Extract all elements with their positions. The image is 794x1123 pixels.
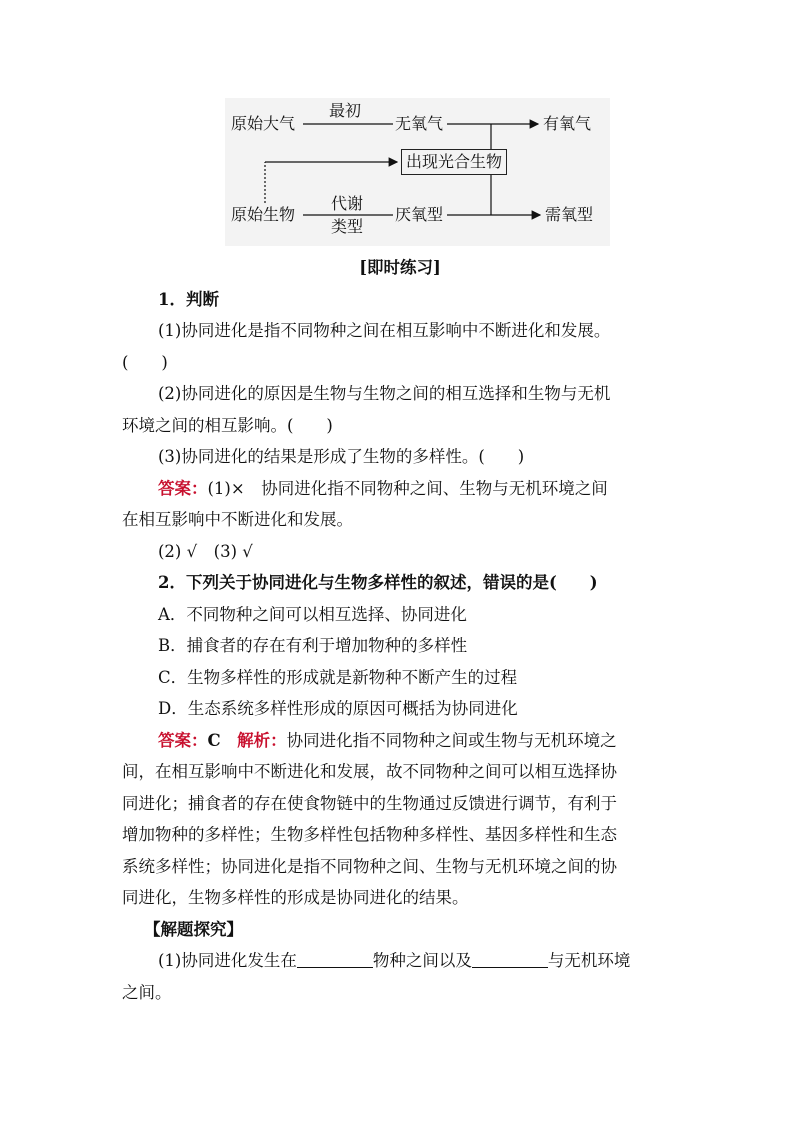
answer-2-line-5: 系统多样性；协同进化是指不同物种之间、生物与无机环境之间的协 (122, 856, 617, 876)
question-2-title: 2．下列关于协同进化与生物多样性的叙述，错误的是( ) (158, 573, 598, 592)
question-2-option-b: B．捕食者的存在有利于增加物种的多样性 (158, 636, 468, 655)
diagram-center-box: 出现光合生物 (401, 149, 507, 175)
diagram-atmo-arrow-label: 最初 (329, 101, 362, 120)
diagram-bio-start: 原始生物 (231, 205, 296, 224)
answer-2-line-4: 增加物种的多样性；生物多样性包括物种多样性、基因多样性和生态 (122, 825, 617, 844)
diagram-atmo-end: 有氧气 (543, 114, 592, 133)
diagram-atmo-start: 原始大气 (231, 114, 296, 133)
document-body (122, 252, 678, 1008)
fill-in-line-1 (122, 945, 678, 977)
answer-2-line-1-text: 协同进化指不同物种之间或生物与无机环境之 (286, 730, 617, 750)
question-1-item-3: (3)协同进化的结果是形成了生物的多样性。( ) (158, 447, 525, 466)
fill-in-blank-1[interactable] (297, 949, 373, 968)
fill-in-blank-2[interactable] (472, 949, 548, 968)
answer-2-line-6: 同进化，生物多样性的形成是协同进化的结果。 (122, 888, 469, 907)
answer-1-line-1-text: (1)× 协同进化指不同物种之间、生物与无机环境之间 (207, 478, 608, 498)
question-1-item-2-line-2: 环境之间的相互影响。( ) (122, 415, 333, 435)
answer-2-analysis-label: 解析： (237, 730, 287, 750)
answer-1-line-3: (2) √ (3) √ (158, 541, 253, 561)
diagram-atmo-mid: 无氧气 (395, 114, 444, 133)
answer-2-choice: C (207, 730, 238, 750)
fill-in-text-1: (1)协同进化发生在 (158, 951, 297, 970)
question-2-option-c: C．生物多样性的形成就是新物种不断产生的过程 (158, 667, 518, 687)
diagram-bio-label-2: 类型 (331, 217, 364, 236)
answer-1-line-1 (122, 473, 678, 505)
fill-in-text-3: 与无机环境 (547, 951, 631, 970)
fill-in-text-2: 物种之间以及 (372, 951, 472, 970)
diagram (225, 98, 610, 246)
section-title: [即时练习] (359, 258, 441, 277)
answer-2-line-1 (122, 725, 678, 757)
answer-2-label: 答案： (158, 730, 208, 750)
answer-2-line-2: 间，在相互影响中不断进化和发展，故不同物种之间可以相互选择协 (122, 762, 617, 781)
diagram-bio-label-1: 代谢 (331, 194, 364, 213)
question-2-option-a: A．不同物种之间可以相互选择、协同进化 (158, 604, 467, 624)
question-1-item-1-line-2: ( ) (122, 352, 168, 372)
explore-title: 【解题探究】 (144, 919, 243, 939)
question-1-item-1-line-1: (1)协同进化是指不同物种之间在相互影响中不断进化和发展。 (158, 321, 611, 340)
question-1-title: 1．判断 (158, 289, 219, 309)
answer-2-line-3: 同进化；捕食者的存在使食物链中的生物通过反馈进行调节，有利于 (122, 793, 617, 813)
question-2-option-d: D．生态系统多样性形成的原因可概括为协同进化 (158, 699, 518, 718)
question-1-item-2-line-1: (2)协同进化的原因是生物与生物之间的相互选择和生物与无机 (158, 384, 611, 403)
diagram-bio-mid: 厌氧型 (395, 205, 444, 224)
fill-in-line-2: 之间。 (122, 982, 172, 1002)
answer-1-label: 答案： (158, 478, 208, 498)
answer-1-line-2: 在相互影响中不断进化和发展。 (122, 510, 353, 529)
diagram-bio-end: 需氧型 (545, 205, 594, 224)
